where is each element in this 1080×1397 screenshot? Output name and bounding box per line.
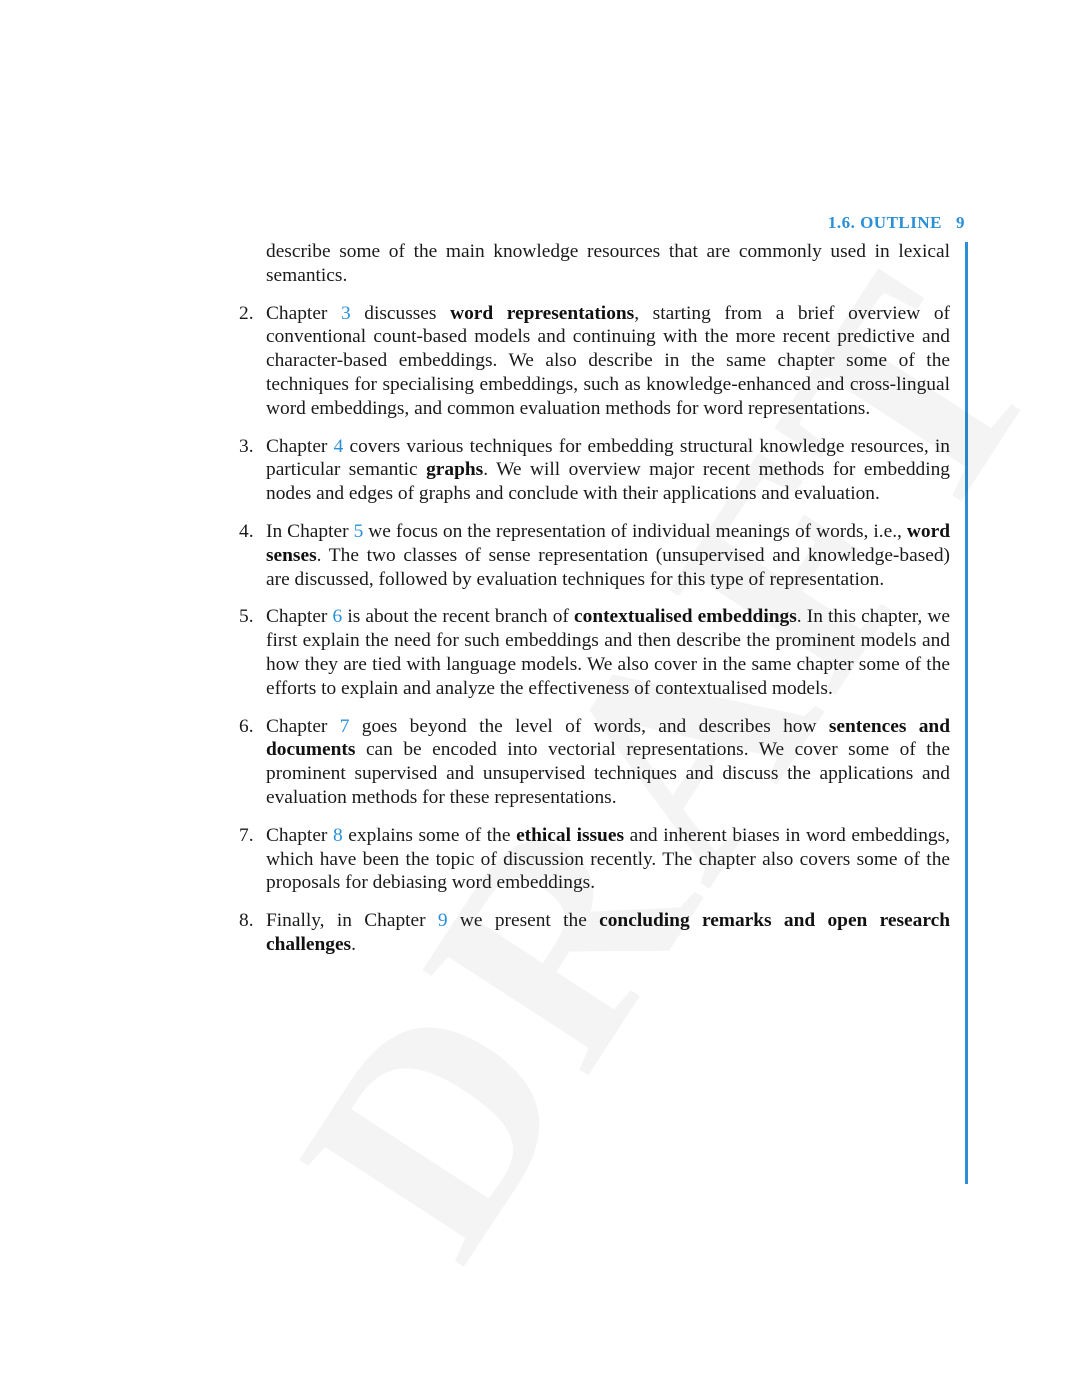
page-number: 9 [956,213,965,232]
item-text: Chapter [266,715,340,737]
list-item [239,824,950,895]
item-text: . The two classes of sense representation (unsupervised and knowledge-based) are discussed, followed by evaluation techniques for this type of representation. [266,544,950,590]
item-keyword: concluding remarks and open research challenges [266,910,950,955]
item-text: goes beyond the level of words, and describes how [349,715,829,737]
item-keyword: ethical issues [516,824,624,846]
list-item [239,520,951,591]
item-text: covers various techniques for embedding structural knowledge resources, in particular semantic [266,435,950,481]
item-keyword: word representations [450,302,635,324]
list-item [239,715,950,810]
item-text: can be encoded into vectorial representations. We cover some of the prominent supervised and unsupervised techniques and discuss the applications and evaluation methods for these representations. [266,739,950,808]
running-header [828,213,965,233]
list-item [239,605,950,700]
section-title: 1.6. OUTLINE [827,213,942,232]
item-text: discusses [350,302,451,324]
item-text: we present the [447,910,600,932]
page-body [239,240,951,971]
item-text: is about the recent branch of [342,606,575,628]
item-keyword: sentences and documents [266,715,950,761]
chapter-outline-list [239,302,951,957]
list-item [239,302,950,421]
item-text: . In this chapter, we first explain the need for such embeddings and then describe the prominent models and how they are tied with language models. We also cover in the same chapter some of the efforts to explain and analyze the effectiveness of contextualised models. [266,606,950,699]
chapter-link[interactable]: 3 [340,302,351,324]
item-keyword: contextualised embeddings [574,606,797,628]
list-item [239,435,950,506]
item-number: 3. [239,435,254,457]
item-number: 4. [239,520,254,542]
item-text: we focus on the representation of individual meanings of words, i.e., [363,520,907,542]
item-text: explains some of the [342,824,517,846]
intro-paragraph: describe some of the main knowledge resources that are commonly used in lexical semantics. [266,241,950,286]
item-number: 2. [239,302,254,324]
item-keyword: graphs [426,459,484,481]
chapter-link[interactable]: 4 [333,435,344,457]
item-number: 7. [239,824,254,846]
item-text: Chapter [266,606,333,628]
item-text: and inherent biases in word embeddings, which have been the topic of discussion recently. The chapter also covers some of the proposals for debiasing word embeddings. [266,824,950,894]
chapter-link[interactable]: 5 [353,520,364,542]
item-text: Finally, in Chapter [266,910,438,932]
chapter-link[interactable]: 8 [332,824,343,846]
item-keyword: word senses [266,520,951,566]
item-text: , starting from a brief overview of conventional count-based models and continuing with the more recent predictive and character-based embeddings. We also describe in the same chapter some of the techniques for specialising embeddings, such as knowledge-enhanced and cross-lingual word embeddings, and common evaluation methods for word representations. [266,302,950,419]
item-number: 5. [239,606,254,628]
change-bar [965,242,968,1184]
item-text: . We will overview major recent methods for embedding nodes and edges of graphs and conclude with their applications and evaluation. [266,459,950,505]
chapter-link[interactable]: 7 [339,715,350,737]
list-item [239,909,950,957]
item-number: 6. [239,715,254,737]
chapter-link[interactable]: 6 [332,606,343,628]
item-text: In Chapter [266,520,354,542]
item-text: Chapter [266,435,334,457]
item-text: . [351,933,356,955]
item-text: Chapter [266,824,333,846]
item-number: 8. [239,910,254,932]
item-text: Chapter [266,302,341,324]
chapter-link[interactable]: 9 [437,910,448,932]
